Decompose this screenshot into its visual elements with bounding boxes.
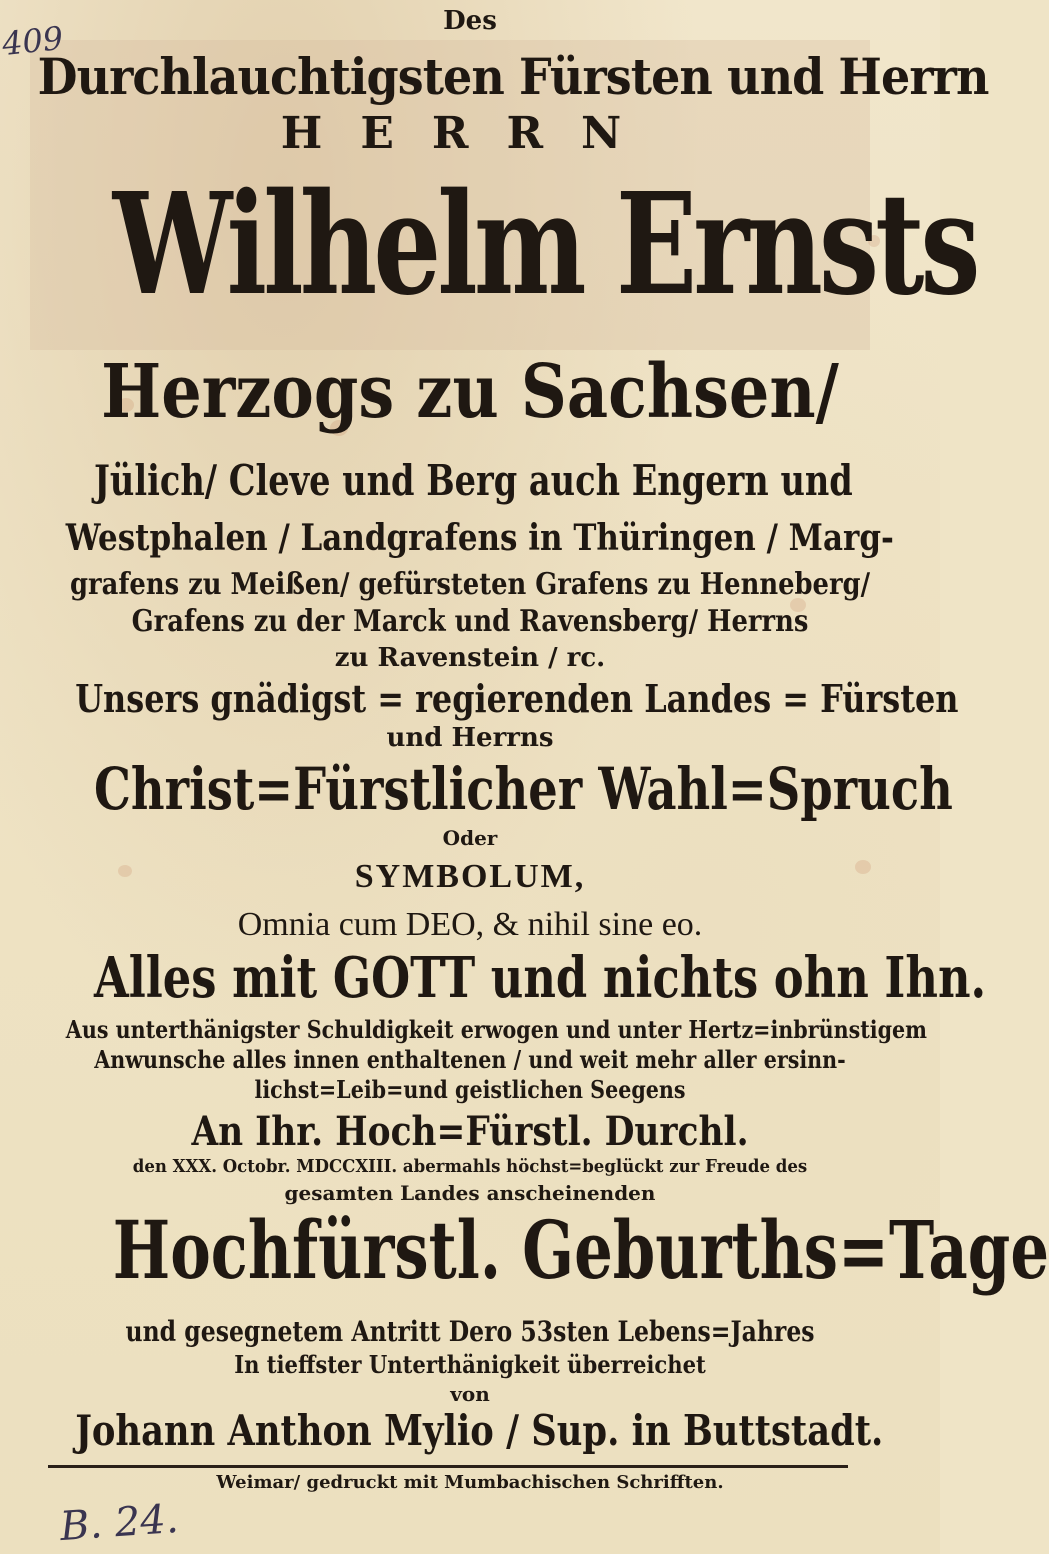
dedication-line: An Ihr. Hoch=Fürstl. Durchl. [191,1108,749,1155]
birthday-heading: Hochfürstl. Geburths=Tage [112,1203,1049,1297]
latin-motto: Omnia cum DEO, & nihil sine eo. [237,906,703,943]
text-line: Grafens zu der Marck und Ravensberg/ Herrns [131,604,809,639]
text-line: Durchlauchtigsten Fürsten und Herrn [37,47,989,106]
text-line: Des [443,6,497,36]
author-line: Johann Anthon Mylio / Sup. in Buttstadt. [75,1406,884,1455]
text-line: In tieffster Unterthänigkeit überreichet [234,1350,706,1379]
text-line: gesamten Landes anscheinenden [284,1181,656,1205]
text-line: Jülich/ Cleve und Berg auch Engern und [94,456,853,505]
text-line: Anwunsche alles innen enthaltenen / und weit mehr aller ersinn- [94,1045,846,1074]
german-motto: Alles mit GOTT und nichts ohn Ihn. [94,945,987,1011]
display-subtitle: Herzogs zu Sachsen/ [101,349,839,435]
symbolum-label: SYMBOLUM, [354,858,586,895]
date-line: den XXX. Octobr. MDCCXIII. abermahls höchst=beglückt zur Freude des [132,1156,808,1177]
text-line: Aus unterthänigster Schuldigkeit erwogen und unter Hertz=inbrünstigem [65,1015,928,1044]
motto-heading: Christ=Fürstlicher Wahl=Spruch [94,755,953,823]
text-line: Westphalen / Landgrafens in Thüringen / Marg- [65,517,894,559]
display-title-name: Wilhelm Ernsts [112,163,977,327]
archive-number: 409 [0,18,65,64]
imprint: Weimar/ gedruckt mit Mumbachischen Schrifften. [216,1472,724,1493]
text-line: grafens zu Meißen/ gefürsteten Grafens zu Henneberg/ [69,567,871,602]
text-line: HERRN [280,108,660,159]
text-line: von [450,1382,490,1406]
text-line: und Herrns [386,723,554,753]
text-line: Oder [442,826,498,850]
imprint-rule [48,1465,848,1468]
text-line: zu Ravenstein / rc. [334,643,606,673]
text-line: Unsers gnädigst = regierenden Landes = Fürsten [75,676,959,721]
text-line: und gesegnetem Antritt Dero 53sten Lebens=Jahres [125,1315,815,1348]
shelf-mark: B. 24. [58,1495,180,1551]
text-line: lichst=Leib=und geistlichen Seegens [254,1075,686,1104]
